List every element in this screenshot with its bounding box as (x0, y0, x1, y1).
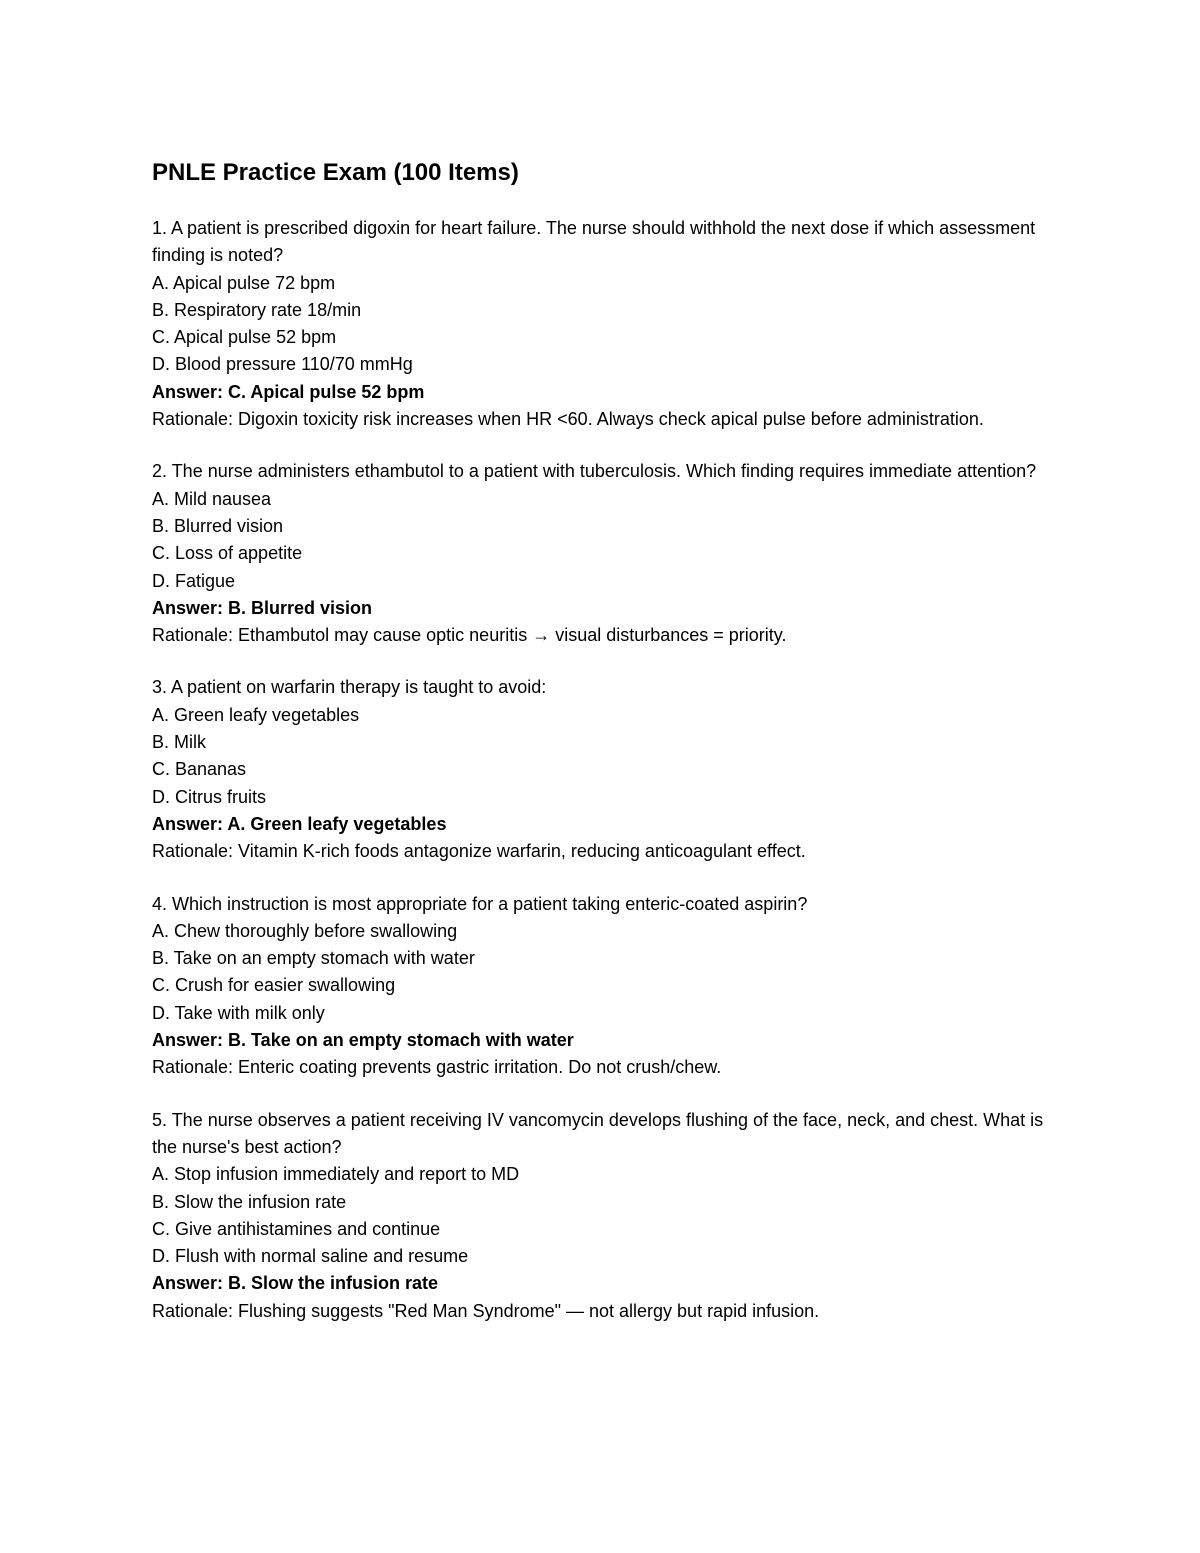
question-3 (152, 674, 1052, 865)
rationale: Rationale: Vitamin K-rich foods antagonize warfarin, reducing anticoagulant effect. (152, 841, 806, 862)
option-d: D. Blood pressure 110/70 mmHg (152, 354, 413, 375)
option-d: D. Take with milk only (152, 1002, 325, 1023)
document-page (152, 153, 1052, 1350)
document-title: PNLE Practice Exam (100 Items) (152, 159, 519, 186)
question-1 (152, 215, 1052, 433)
option-a: A. Green leafy vegetables (152, 704, 360, 725)
rationale: Rationale: Flushing suggests "Red Man Syndrome" — not allergy but rapid infusion. (152, 1300, 820, 1321)
option-d: D. Citrus fruits (152, 786, 267, 807)
option-c: C. Bananas (152, 759, 247, 780)
option-c: C. Give antihistamines and continue (152, 1218, 441, 1239)
question-prompt: 2. The nurse administers ethambutol to a patient with tuberculosis. Which finding requires immediate attention? (152, 461, 1037, 482)
option-c: C. Loss of appetite (152, 543, 303, 564)
answer: Answer: A. Green leafy vegetables (152, 813, 447, 834)
rationale: Rationale: Digoxin toxicity risk increases when HR <60. Always check apical pulse before administration. (152, 409, 984, 430)
option-b: B. Take on an empty stomach with water (152, 948, 475, 969)
question-prompt: 4. Which instruction is most appropriate for a patient taking enteric-coated aspirin? (152, 893, 808, 914)
option-c: C. Apical pulse 52 bpm (152, 327, 337, 348)
answer: Answer: C. Apical pulse 52 bpm (152, 381, 425, 402)
option-b: B. Respiratory rate 18/min (152, 299, 362, 320)
option-d: D. Flush with normal saline and resume (152, 1246, 469, 1267)
option-b: B. Blurred vision (152, 515, 284, 536)
option-a: A. Apical pulse 72 bpm (152, 272, 336, 293)
option-b: B. Slow the infusion rate (152, 1191, 347, 1212)
question-2 (152, 458, 1052, 649)
option-a: A. Mild nausea (152, 488, 272, 509)
rationale: Rationale: Enteric coating prevents gastric irritation. Do not crush/chew. (152, 1057, 722, 1078)
question-4 (152, 891, 1052, 1082)
option-a: A. Chew thoroughly before swallowing (152, 920, 458, 941)
answer: Answer: B. Blurred vision (152, 597, 373, 618)
question-prompt: 3. A patient on warfarin therapy is taught to avoid: (152, 677, 547, 698)
rationale: Rationale: Ethambutol may cause optic neuritis → visual disturbances = priority. (152, 625, 787, 646)
answer: Answer: B. Take on an empty stomach with water (152, 1030, 574, 1051)
option-a: A. Stop infusion immediately and report to MD (152, 1164, 520, 1185)
option-d: D. Fatigue (152, 570, 236, 591)
question-prompt: 1. A patient is prescribed digoxin for heart failure. The nurse should withhold the next dose if which assessment finding is noted? (152, 218, 1036, 266)
option-c: C. Crush for easier swallowing (152, 975, 396, 996)
question-prompt: 5. The nurse observes a patient receiving IV vancomycin develops flushing of the face, neck, and chest. What is the nurse's best action? (152, 1109, 1044, 1157)
question-5 (152, 1107, 1052, 1325)
option-b: B. Milk (152, 732, 206, 753)
answer: Answer: B. Slow the infusion rate (152, 1273, 439, 1294)
